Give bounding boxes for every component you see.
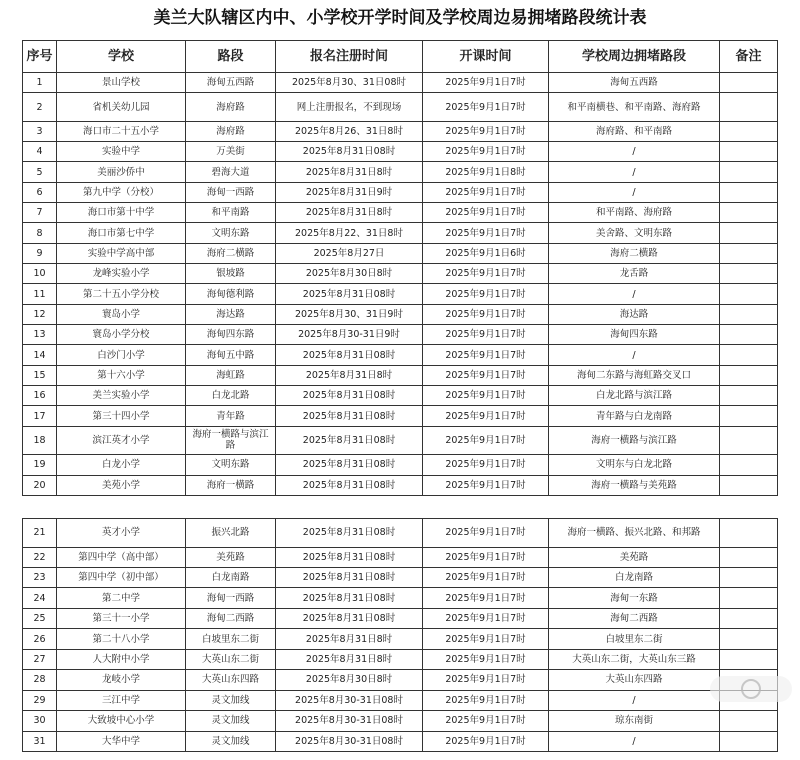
cell-serial: 18	[23, 426, 57, 454]
table-row	[23, 629, 778, 649]
cell-road: 海达路	[186, 304, 276, 324]
cell-registration-time: 2025年8月31日8时	[276, 365, 423, 385]
cell-congested-roads: 大英山东四路	[549, 670, 720, 690]
cell-serial: 8	[23, 223, 57, 243]
table-row	[23, 711, 778, 731]
cell-serial: 6	[23, 182, 57, 202]
table-row	[23, 731, 778, 751]
cell-road: 海甸德利路	[186, 284, 276, 304]
cell-road: 灵文加线	[186, 711, 276, 731]
table-row	[23, 475, 778, 495]
cell-remarks	[720, 93, 778, 121]
cell-class-start-time: 2025年9月1日7时	[423, 455, 549, 475]
table-row	[23, 670, 778, 690]
cell-class-start-time: 2025年9月1日7时	[423, 608, 549, 628]
cell-serial: 24	[23, 588, 57, 608]
table-row	[23, 142, 778, 162]
cell-remarks	[720, 365, 778, 385]
cell-class-start-time: 2025年9月1日7时	[423, 426, 549, 454]
cell-serial: 15	[23, 365, 57, 385]
cell-congested-roads: 白龙北路与滨江路	[549, 386, 720, 406]
cell-remarks	[720, 121, 778, 141]
table-row	[23, 588, 778, 608]
cell-registration-time: 2025年8月31日08时	[276, 475, 423, 495]
cell-school: 第三十四小学	[57, 406, 186, 426]
cell-remarks	[720, 243, 778, 263]
cell-school: 第九中学（分校）	[57, 182, 186, 202]
cell-remarks	[720, 223, 778, 243]
cell-registration-time: 2025年8月30-31日08时	[276, 711, 423, 731]
page-title: 美兰大队辖区内中、小学校开学时间及学校周边易拥堵路段统计表	[153, 8, 647, 28]
cell-school: 大华中学	[57, 731, 186, 751]
cell-school: 海口市二十五小学	[57, 121, 186, 141]
cell-congested-roads: 龙舌路	[549, 264, 720, 284]
table-row	[23, 608, 778, 628]
cell-serial: 10	[23, 264, 57, 284]
cell-registration-time: 2025年8月30-31日08时	[276, 731, 423, 751]
cell-registration-time: 2025年8月31日8时	[276, 162, 423, 182]
cell-registration-time: 2025年8月31日9时	[276, 182, 423, 202]
cell-class-start-time: 2025年9月1日7时	[423, 711, 549, 731]
cell-remarks	[720, 203, 778, 223]
cell-road: 海府一横路与滨江路	[186, 426, 276, 454]
cell-congested-roads: /	[549, 182, 720, 202]
cell-remarks	[720, 386, 778, 406]
cell-road: 海府路	[186, 93, 276, 121]
cell-congested-roads: 海府一横路与美苑路	[549, 475, 720, 495]
cell-congested-roads: 美舍路、文明东路	[549, 223, 720, 243]
cell-congested-roads: 海甸一东路	[549, 588, 720, 608]
cell-registration-time: 2025年8月27日	[276, 243, 423, 263]
cell-road: 碧海大道	[186, 162, 276, 182]
cell-remarks	[720, 547, 778, 567]
cell-remarks	[720, 588, 778, 608]
header-serial: 序号	[23, 41, 57, 73]
cell-road: 和平南路	[186, 203, 276, 223]
cell-remarks	[720, 182, 778, 202]
cell-school: 第四中学（高中部）	[57, 547, 186, 567]
cell-congested-roads: 海甸四东路	[549, 325, 720, 345]
cell-class-start-time: 2025年9月1日6时	[423, 243, 549, 263]
cell-road: 大英山东四路	[186, 670, 276, 690]
cell-road: 白龙北路	[186, 386, 276, 406]
cell-remarks	[720, 162, 778, 182]
cell-class-start-time: 2025年9月1日7时	[423, 284, 549, 304]
header-remarks: 备注	[720, 41, 778, 73]
cell-school: 第三十一小学	[57, 608, 186, 628]
cell-class-start-time: 2025年9月1日7时	[423, 203, 549, 223]
cell-congested-roads: 文明东与白龙北路	[549, 455, 720, 475]
table-row	[23, 690, 778, 710]
cell-registration-time: 2025年8月31日08时	[276, 284, 423, 304]
cell-remarks	[720, 426, 778, 454]
cell-school: 大致坡中心小学	[57, 711, 186, 731]
cell-class-start-time: 2025年9月1日7时	[423, 73, 549, 93]
cell-registration-time: 2025年8月30-31日08时	[276, 690, 423, 710]
cell-class-start-time: 2025年9月1日8时	[423, 162, 549, 182]
cell-school: 白沙门小学	[57, 345, 186, 365]
cell-congested-roads: 海达路	[549, 304, 720, 324]
cell-congested-roads: 白坡里东二街	[549, 629, 720, 649]
cell-registration-time: 2025年8月22、31日8时	[276, 223, 423, 243]
cell-class-start-time: 2025年9月1日7时	[423, 223, 549, 243]
cell-registration-time: 2025年8月31日08时	[276, 455, 423, 475]
cell-road: 美苑路	[186, 547, 276, 567]
cell-class-start-time: 2025年9月1日7时	[423, 519, 549, 548]
cell-serial: 28	[23, 670, 57, 690]
watermark	[710, 676, 792, 702]
cell-serial: 16	[23, 386, 57, 406]
table-row	[23, 264, 778, 284]
cell-road: 海虹路	[186, 365, 276, 385]
cell-class-start-time: 2025年9月1日7时	[423, 345, 549, 365]
cell-class-start-time: 2025年9月1日7时	[423, 121, 549, 141]
cell-serial: 5	[23, 162, 57, 182]
cell-congested-roads: 美苑路	[549, 547, 720, 567]
cell-road: 白坡里东二街	[186, 629, 276, 649]
cell-class-start-time: 2025年9月1日7时	[423, 304, 549, 324]
cell-road: 大英山东二街	[186, 649, 276, 669]
table-row	[23, 203, 778, 223]
table-row	[23, 519, 778, 548]
cell-road: 海府路	[186, 121, 276, 141]
cell-congested-roads: /	[549, 690, 720, 710]
cell-registration-time: 2025年8月31日08时	[276, 406, 423, 426]
cell-road: 海甸一西路	[186, 182, 276, 202]
cell-registration-time: 网上注册报名，不到现场	[276, 93, 423, 121]
table-row	[23, 386, 778, 406]
cell-remarks	[720, 142, 778, 162]
cell-school: 寰岛小学分校	[57, 325, 186, 345]
cell-serial: 9	[23, 243, 57, 263]
cell-school: 第十六小学	[57, 365, 186, 385]
cell-registration-time: 2025年8月31日08时	[276, 426, 423, 454]
cell-serial: 27	[23, 649, 57, 669]
cell-school: 美苑小学	[57, 475, 186, 495]
cell-serial: 22	[23, 547, 57, 567]
table-row	[23, 243, 778, 263]
cell-remarks	[720, 519, 778, 548]
table-row	[23, 649, 778, 669]
cell-congested-roads: 海甸二东路与海虹路交叉口	[549, 365, 720, 385]
cell-school: 实验中学	[57, 142, 186, 162]
header-school: 学校	[57, 41, 186, 73]
cell-class-start-time: 2025年9月1日7时	[423, 649, 549, 669]
cell-class-start-time: 2025年9月1日7时	[423, 406, 549, 426]
cell-serial: 19	[23, 455, 57, 475]
cell-registration-time: 2025年8月31日8时	[276, 649, 423, 669]
cell-registration-time: 2025年8月31日08时	[276, 386, 423, 406]
cell-remarks	[720, 455, 778, 475]
cell-congested-roads: 海府一横路、振兴北路、和邦路	[549, 519, 720, 548]
cell-registration-time: 2025年8月26、31日8时	[276, 121, 423, 141]
cell-class-start-time: 2025年9月1日7时	[423, 670, 549, 690]
cell-congested-roads: 琼东南街	[549, 711, 720, 731]
cell-road: 白龙南路	[186, 568, 276, 588]
cell-serial: 20	[23, 475, 57, 495]
cell-road: 海甸四东路	[186, 325, 276, 345]
cell-class-start-time: 2025年9月1日7时	[423, 93, 549, 121]
cell-road: 海甸一西路	[186, 588, 276, 608]
cell-school: 美兰实验小学	[57, 386, 186, 406]
cell-class-start-time: 2025年9月1日7时	[423, 386, 549, 406]
cell-serial: 7	[23, 203, 57, 223]
cell-school: 第二中学	[57, 588, 186, 608]
cell-remarks	[720, 475, 778, 495]
cell-school: 海口市第十中学	[57, 203, 186, 223]
header-road: 路段	[186, 41, 276, 73]
cell-congested-roads: 海府一横路与滨江路	[549, 426, 720, 454]
table-row	[23, 547, 778, 567]
cell-school: 滨江英才小学	[57, 426, 186, 454]
cell-congested-roads: 白龙南路	[549, 568, 720, 588]
cell-road: 银坡路	[186, 264, 276, 284]
cell-serial: 31	[23, 731, 57, 751]
cell-congested-roads: 和平南路、海府路	[549, 203, 720, 223]
table-row	[23, 365, 778, 385]
cell-congested-roads: /	[549, 731, 720, 751]
cell-congested-roads: 和平南横巷、和平南路、海府路	[549, 93, 720, 121]
table-row	[23, 93, 778, 121]
cell-school: 海口市第七中学	[57, 223, 186, 243]
cell-remarks	[720, 711, 778, 731]
cell-serial: 11	[23, 284, 57, 304]
schedule-table-part1	[22, 40, 778, 496]
cell-serial: 4	[23, 142, 57, 162]
cell-school: 景山学校	[57, 73, 186, 93]
cell-school: 美丽沙侨中	[57, 162, 186, 182]
table-row	[23, 121, 778, 141]
cell-school: 龙岐小学	[57, 670, 186, 690]
cell-road: 文明东路	[186, 455, 276, 475]
table-row	[23, 568, 778, 588]
table-row	[23, 325, 778, 345]
cell-registration-time: 2025年8月31日8时	[276, 629, 423, 649]
cell-serial: 13	[23, 325, 57, 345]
cell-class-start-time: 2025年9月1日7时	[423, 731, 549, 751]
cell-congested-roads: /	[549, 162, 720, 182]
cell-school: 第二十五小学分校	[57, 284, 186, 304]
header-class-start-time: 开课时间	[423, 41, 549, 73]
table-row	[23, 182, 778, 202]
table-row	[23, 304, 778, 324]
cell-registration-time: 2025年8月30-31日9时	[276, 325, 423, 345]
cell-remarks	[720, 629, 778, 649]
cell-remarks	[720, 304, 778, 324]
cell-registration-time: 2025年8月31日08时	[276, 588, 423, 608]
watermark-logo-icon	[741, 679, 761, 699]
cell-road: 文明东路	[186, 223, 276, 243]
cell-serial: 29	[23, 690, 57, 710]
cell-road: 灵文加线	[186, 690, 276, 710]
header-congested-roads: 学校周边拥堵路段	[549, 41, 720, 73]
cell-registration-time: 2025年8月31日08时	[276, 519, 423, 548]
cell-road: 灵文加线	[186, 731, 276, 751]
cell-school: 寰岛小学	[57, 304, 186, 324]
cell-registration-time: 2025年8月31日08时	[276, 568, 423, 588]
cell-congested-roads: /	[549, 284, 720, 304]
cell-registration-time: 2025年8月31日8时	[276, 203, 423, 223]
cell-class-start-time: 2025年9月1日7时	[423, 588, 549, 608]
cell-school: 白龙小学	[57, 455, 186, 475]
cell-remarks	[720, 649, 778, 669]
cell-road: 海府一横路	[186, 475, 276, 495]
cell-road: 青年路	[186, 406, 276, 426]
schedule-table-part2	[22, 518, 778, 752]
table-row	[23, 73, 778, 93]
cell-serial: 21	[23, 519, 57, 548]
cell-class-start-time: 2025年9月1日7时	[423, 264, 549, 284]
table-row	[23, 284, 778, 304]
cell-school: 龙峰实验小学	[57, 264, 186, 284]
cell-serial: 30	[23, 711, 57, 731]
cell-registration-time: 2025年8月30日8时	[276, 670, 423, 690]
cell-serial: 26	[23, 629, 57, 649]
table-row	[23, 223, 778, 243]
cell-school: 实验中学高中部	[57, 243, 186, 263]
table-header-row	[23, 41, 778, 73]
header-registration-time: 报名注册时间	[276, 41, 423, 73]
cell-school: 三江中学	[57, 690, 186, 710]
cell-registration-time: 2025年8月30、31日08时	[276, 73, 423, 93]
cell-congested-roads: 海甸五西路	[549, 73, 720, 93]
cell-serial: 1	[23, 73, 57, 93]
table-row	[23, 426, 778, 454]
cell-road: 海甸二西路	[186, 608, 276, 628]
cell-school: 省机关幼儿园	[57, 93, 186, 121]
cell-class-start-time: 2025年9月1日7时	[423, 325, 549, 345]
cell-serial: 17	[23, 406, 57, 426]
cell-class-start-time: 2025年9月1日7时	[423, 629, 549, 649]
cell-serial: 25	[23, 608, 57, 628]
cell-school: 英才小学	[57, 519, 186, 548]
cell-class-start-time: 2025年9月1日7时	[423, 142, 549, 162]
cell-remarks	[720, 568, 778, 588]
table-row	[23, 162, 778, 182]
cell-serial: 2	[23, 93, 57, 121]
cell-serial: 14	[23, 345, 57, 365]
cell-registration-time: 2025年8月31日08时	[276, 608, 423, 628]
cell-registration-time: 2025年8月31日08时	[276, 345, 423, 365]
table-row	[23, 345, 778, 365]
cell-class-start-time: 2025年9月1日7时	[423, 568, 549, 588]
cell-remarks	[720, 345, 778, 365]
cell-class-start-time: 2025年9月1日7时	[423, 475, 549, 495]
cell-serial: 3	[23, 121, 57, 141]
cell-remarks	[720, 608, 778, 628]
cell-class-start-time: 2025年9月1日7时	[423, 547, 549, 567]
cell-remarks	[720, 264, 778, 284]
cell-road: 海甸五中路	[186, 345, 276, 365]
table-row	[23, 455, 778, 475]
cell-congested-roads: 海府路、和平南路	[549, 121, 720, 141]
cell-registration-time: 2025年8月31日08时	[276, 547, 423, 567]
cell-remarks	[720, 731, 778, 751]
cell-remarks	[720, 73, 778, 93]
cell-road: 海甸五西路	[186, 73, 276, 93]
cell-school: 第四中学（初中部）	[57, 568, 186, 588]
cell-road: 振兴北路	[186, 519, 276, 548]
cell-serial: 12	[23, 304, 57, 324]
cell-class-start-time: 2025年9月1日7时	[423, 690, 549, 710]
table-row	[23, 406, 778, 426]
cell-registration-time: 2025年8月31日08时	[276, 142, 423, 162]
cell-remarks	[720, 406, 778, 426]
cell-congested-roads: /	[549, 142, 720, 162]
cell-school: 第二十八小学	[57, 629, 186, 649]
cell-registration-time: 2025年8月30、31日9时	[276, 304, 423, 324]
cell-class-start-time: 2025年9月1日7时	[423, 365, 549, 385]
cell-registration-time: 2025年8月30日8时	[276, 264, 423, 284]
cell-serial: 23	[23, 568, 57, 588]
cell-congested-roads: 海甸二西路	[549, 608, 720, 628]
cell-road: 万美街	[186, 142, 276, 162]
cell-congested-roads: 大英山东二街，大英山东三路	[549, 649, 720, 669]
cell-class-start-time: 2025年9月1日7时	[423, 182, 549, 202]
cell-school: 人大附中小学	[57, 649, 186, 669]
cell-congested-roads: /	[549, 345, 720, 365]
cell-remarks	[720, 284, 778, 304]
cell-congested-roads: 青年路与白龙南路	[549, 406, 720, 426]
cell-road: 海府二横路	[186, 243, 276, 263]
cell-congested-roads: 海府二横路	[549, 243, 720, 263]
cell-remarks	[720, 325, 778, 345]
